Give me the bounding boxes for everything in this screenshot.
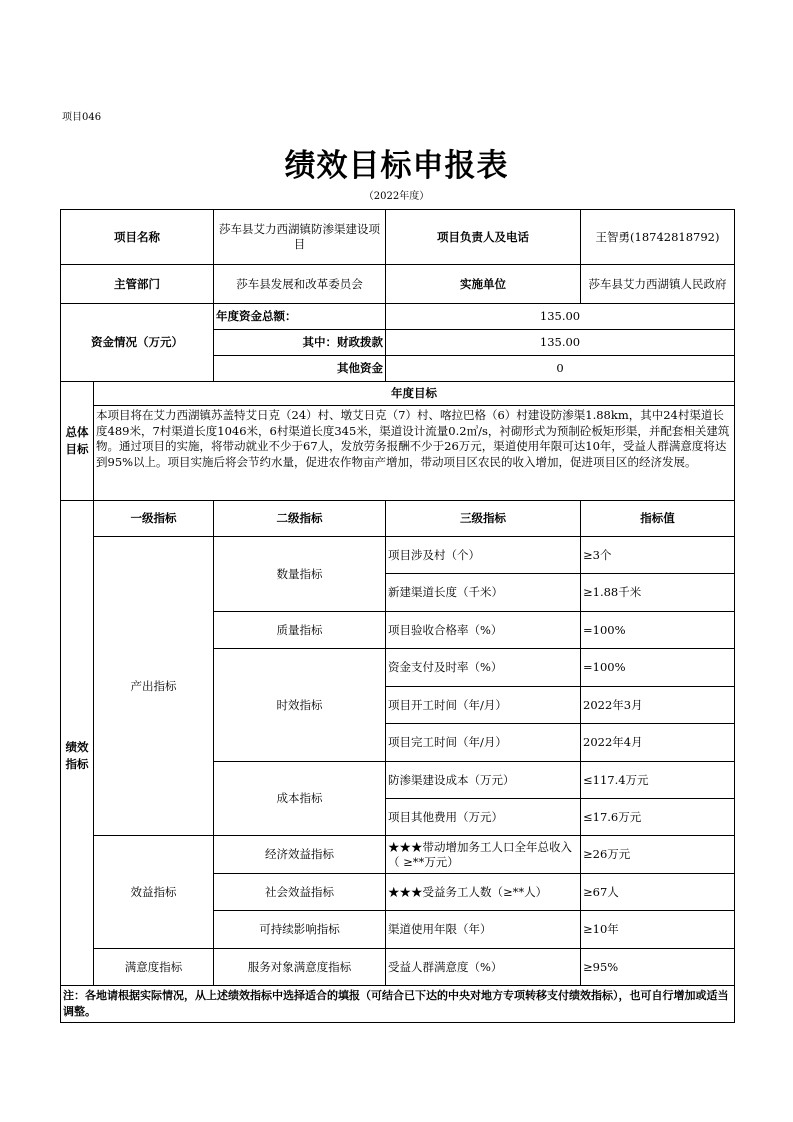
indicator-value: ≥1.88千米	[581, 574, 735, 612]
manager-label: 项目负责人及电话	[386, 210, 581, 265]
indicator-value: ≥67人	[581, 874, 735, 911]
annual-goal-header: 年度目标	[94, 382, 735, 406]
performance-target-table	[60, 209, 735, 1023]
page-title: 绩效目标申报表	[284, 148, 509, 184]
impl-label: 实施单位	[386, 265, 581, 304]
funds-other-value: 0	[386, 356, 735, 382]
project-number: 项目046	[62, 112, 102, 123]
header-level3: 三级指标	[386, 501, 581, 537]
impl-value: 莎车县艾力西湖镇人民政府	[581, 265, 735, 304]
indicator-value: ≥95%	[581, 949, 735, 986]
level2-service-satisfaction: 服务对象满意度指标	[214, 949, 386, 986]
funds-fiscal-label: 其中：财政拨款	[214, 330, 386, 356]
footnote: 注：各地请根据实际情况，从上述绩效指标中选择适合的填报（可结合已下达的中央对地方专项转移支付绩效指标），也可自行增加或适当调整。	[61, 986, 735, 1023]
indicator-name: 项目开工时间（年/月）	[386, 687, 581, 724]
funds-label: 资金情况（万元）	[61, 304, 214, 382]
report-year: （2022年度）	[363, 191, 430, 202]
indicator-name: 新建渠道长度（千米）	[386, 574, 581, 612]
level2-economic: 经济效益指标	[214, 836, 386, 874]
overall-goal-label: 总体目标	[61, 382, 94, 501]
indicator-name: 受益人群满意度（%）	[386, 949, 581, 986]
header-level2: 二级指标	[214, 501, 386, 537]
indicator-value: ≥26万元	[581, 836, 735, 874]
indicator-name: 资金支付及时率（%）	[386, 649, 581, 687]
level1-output: 产出指标	[94, 537, 214, 836]
level2-quality: 质量指标	[214, 612, 386, 649]
funds-other-label: 其他资金	[214, 356, 386, 382]
header-level1: 一级指标	[94, 501, 214, 537]
indicator-name: 项目完工时间（年/月）	[386, 724, 581, 762]
indicator-value: ≥10年	[581, 911, 735, 949]
funds-fiscal-value: 135.00	[386, 330, 735, 356]
indicator-name: 项目涉及村（个）	[386, 537, 581, 574]
level1-satisfaction: 满意度指标	[94, 949, 214, 986]
indicator-name: 项目验收合格率（%）	[386, 612, 581, 649]
indicator-name: 渠道使用年限（年）	[386, 911, 581, 949]
dept-value: 莎车县发展和改革委员会	[214, 265, 386, 304]
indicator-name: 项目其他费用（万元）	[386, 799, 581, 836]
project-name-value: 莎车县艾力西湖镇防渗渠建设项目	[214, 210, 386, 265]
level2-timeliness: 时效指标	[214, 649, 386, 762]
level2-social: 社会效益指标	[214, 874, 386, 911]
indicator-name: ★★★受益务工人数（≥**人）	[386, 874, 581, 911]
indicator-value: ≥3个	[581, 537, 735, 574]
level1-benefit: 效益指标	[94, 836, 214, 949]
indicator-value: 2022年4月	[581, 724, 735, 762]
funds-total-value: 135.00	[386, 304, 735, 330]
level2-cost: 成本指标	[214, 762, 386, 836]
header-value: 指标值	[581, 501, 735, 537]
manager-value: 王智勇(18742818792)	[581, 210, 735, 265]
indicator-value: ≤117.4万元	[581, 762, 735, 799]
dept-label: 主管部门	[61, 265, 214, 304]
indicator-name: ★★★带动增加务工人口全年总收入（ ≥**万元）	[386, 836, 581, 874]
indicator-value: 2022年3月	[581, 687, 735, 724]
project-name-label: 项目名称	[61, 210, 214, 265]
indicator-value: ≤17.6万元	[581, 799, 735, 836]
indicator-name: 防渗渠建设成本（万元）	[386, 762, 581, 799]
annual-goal-text: 本项目将在艾力西湖镇苏盖特艾日克（24）村、墩艾日克（7）村、喀拉巴格（6）村建设防渗渠1.88km，其中24村渠道长度489米，7村渠道长度1046米，6村渠道长度345米，渠道设计流量0.2㎥/s，衬砌形式为预制砼板矩形渠，并配套相关建筑物。通过项目的实施，将带动就业不少于67人，发放劳务报酬不少于26万元，渠道使用年限可达10年，受益人群满意度将达到95%以上。项目实施后将会节约水量，促进农作物亩产增加，带动项目区农民的收入增加，促进项目区的经济发展。	[94, 406, 735, 501]
indicator-value: =100%	[581, 612, 735, 649]
funds-total-label: 年度资金总额：	[214, 304, 386, 330]
indicator-value: =100%	[581, 649, 735, 687]
level2-sustainability: 可持续影响指标	[214, 911, 386, 949]
indicators-label: 绩效指标	[61, 501, 94, 986]
level2-quantity: 数量指标	[214, 537, 386, 612]
